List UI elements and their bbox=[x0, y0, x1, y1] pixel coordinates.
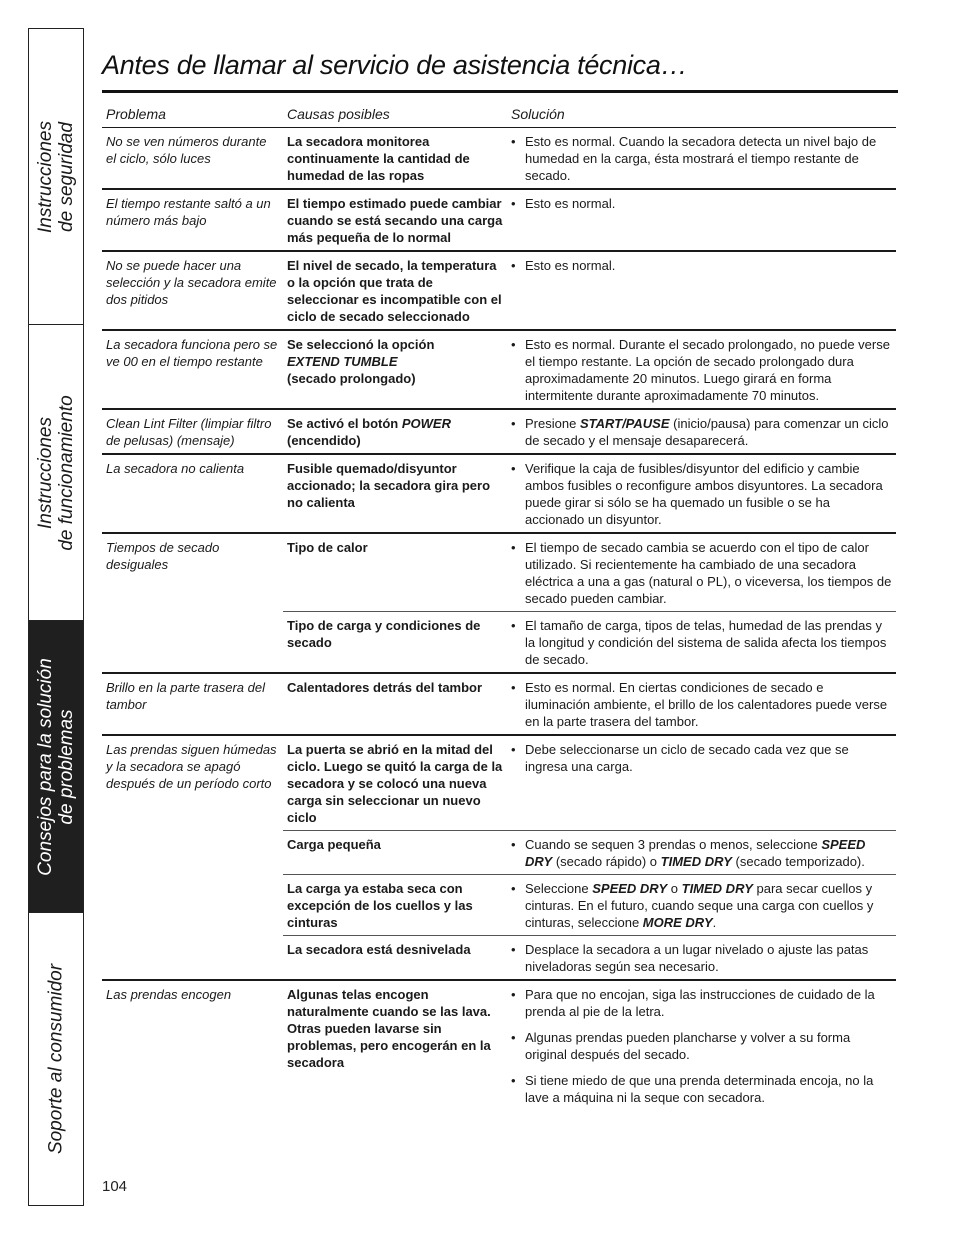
solution-cell: • Esto es normal. bbox=[507, 189, 896, 251]
page-title: Antes de llamar al servicio de asistencia técnica… bbox=[102, 50, 688, 80]
table-row bbox=[102, 409, 896, 454]
problem-cell: Clean Lint Filter (limpiar filtro de pelusas) (mensaje) bbox=[102, 409, 283, 454]
solution-cell: • Debe seleccionarse un ciclo de secado cada vez que se ingresa una carga. bbox=[507, 735, 896, 831]
solution-cell: • Seleccione SPEED DRY o TIMED DRY para secar cuellos y cinturas. En el futuro, cuando seque una carga con cuellos y cinturas, seleccione MORE DRY. bbox=[507, 875, 896, 936]
table-row bbox=[102, 251, 896, 330]
header-problem: Problema bbox=[102, 104, 283, 128]
problem-cell: No se ven números durante el ciclo, sólo luces bbox=[106, 134, 267, 166]
solution-cell: • Presione START/PAUSE (inicio/pausa) para comenzar un ciclo de secado y el mensaje desaparecerá. bbox=[507, 409, 896, 454]
tab-operating-instructions[interactable]: Instrucciones de funcionamiento bbox=[29, 325, 83, 621]
cause-cell: Tipo de carga y condiciones de secado bbox=[283, 612, 507, 674]
table-row bbox=[102, 980, 896, 1110]
problem-cell: La secadora no calienta bbox=[102, 454, 283, 533]
problem-cell: La secadora funciona pero se ve 00 en el tiempo restante bbox=[102, 330, 283, 409]
troubleshooting-table bbox=[102, 104, 896, 1110]
tab-troubleshooting-tips[interactable]: Consejos para la solución de problemas bbox=[29, 621, 83, 913]
cause-cell: Fusible quemado/disyuntor accionado; la secadora gira pero no calienta bbox=[283, 454, 507, 533]
cause-cell: Calentadores detrás del tambor bbox=[283, 673, 507, 735]
table-header bbox=[102, 104, 896, 128]
problem-cell: Brillo en la parte trasera del tambor bbox=[102, 673, 283, 735]
solution-cell: • Esto es normal. En ciertas condiciones de secado e iluminación ambiente, el brillo de los calentadores puede verse en la parte trasera del tambor. bbox=[507, 673, 896, 735]
problem-cell: Tiempos de secado desiguales bbox=[102, 533, 283, 673]
problem-cell: El tiempo restante saltó a un número más bajo bbox=[102, 189, 283, 251]
table-row bbox=[102, 735, 896, 831]
header-solution: Solución bbox=[507, 104, 896, 128]
table-row bbox=[102, 533, 896, 612]
page-number: 104 bbox=[102, 1178, 128, 1195]
cause-cell: La carga ya estaba seca con excepción de los cuellos y las cinturas bbox=[283, 875, 507, 936]
solution-cell: • Verifique la caja de fusibles/disyuntor del edificio y cambie ambos fusibles o reconfigure ambos disyuntores. La secadora puede girar si sólo se ha quemado un fusible o se ha accionado un disyuntor. bbox=[507, 454, 896, 533]
solution-cell: • El tamaño de carga, tipos de telas, humedad de las prendas y la longitud y condición del sistema de salida afecta los tiempos de secado. bbox=[507, 612, 896, 674]
table-row bbox=[102, 128, 896, 190]
problem-cell: Las prendas siguen húmedas y la secadora se apagó después de un período corto bbox=[102, 735, 283, 980]
tab-safety-instructions[interactable]: Instrucciones de seguridad bbox=[29, 29, 83, 325]
solution-cell: • Esto es normal. Durante el secado prolongado, no puede verse el tiempo restante. La opción de secado prolongado dura aproximadamente 20 minutos. Luego girará en forma intermitente durante aproximadamente 70 minutos. bbox=[507, 330, 896, 409]
cause-cell: Algunas telas encogen naturalmente cuando se las lava. Otras pueden lavarse sin problemas, pero encogerán en la secadora bbox=[283, 980, 507, 1110]
solution-cell: • Desplace la secadora a un lugar nivelado o ajuste las patas niveladoras según sea necesario. bbox=[507, 936, 896, 981]
cause-cell: Se seleccionó la opción EXTEND TUMBLE (secado prolongado) bbox=[283, 330, 507, 409]
cause-cell: El tiempo estimado puede cambiar cuando se está secando una carga más pequeña de lo normal bbox=[283, 189, 507, 251]
solution-cell: • El tiempo de secado cambia se acuerdo con el tipo de calor utilizado. Si recientemente ha cambiado de una secadora eléctrica a una a gas (natural o PL), o viceversa, los tiempos de secado pueden cambiar. bbox=[507, 533, 896, 612]
solution-cell: • Cuando se sequen 3 prendas o menos, seleccione SPEED DRY (secado rápido) o TIMED DRY (secado temporizado). bbox=[507, 831, 896, 875]
cause-cell: La secadora monitorea continuamente la cantidad de humedad de las ropas bbox=[287, 134, 470, 183]
title-rule bbox=[102, 90, 898, 93]
side-tabs bbox=[28, 28, 84, 1206]
solution-cell: • Para que no encojan, siga las instrucciones de cuidado de la prenda al pie de la letra. • Algunas prendas pueden plancharse y volver a su forma original después del secado. • Si tiene miedo de que una prenda determinada encoja, no la lave a máquina ni la seque con secadora. bbox=[507, 980, 896, 1110]
cause-cell: El nivel de secado, la temperatura o la opción que trata de seleccionar es incompatible con el ciclo de secado seleccionado bbox=[283, 251, 507, 330]
cause-cell: Se activó el botón POWER (encendido) bbox=[283, 409, 507, 454]
table-row bbox=[102, 330, 896, 409]
table-row bbox=[102, 189, 896, 251]
table-row bbox=[102, 454, 896, 533]
solution-cell: • Esto es normal. Cuando la secadora detecta un nivel bajo de humedad en la carga, ésta mostrará el tiempo restante de secado. bbox=[511, 134, 877, 183]
table-row bbox=[102, 673, 896, 735]
problem-cell: No se puede hacer una selección y la secadora emite dos pitidos bbox=[102, 251, 283, 330]
cause-cell: Tipo de calor bbox=[283, 533, 507, 612]
header-cause: Causas posibles bbox=[283, 104, 507, 128]
cause-cell: La puerta se abrió en la mitad del ciclo. Luego se quitó la carga de la secadora y se colocó una nueva carga sin seleccionar un nuevo ciclo bbox=[283, 735, 507, 831]
problem-cell: Las prendas encogen bbox=[102, 980, 283, 1110]
tab-consumer-support[interactable]: Soporte al consumidor bbox=[45, 963, 67, 1155]
cause-cell: Carga pequeña bbox=[283, 831, 507, 875]
bullet: • bbox=[511, 134, 516, 149]
solution-cell: • Esto es normal. bbox=[507, 251, 896, 330]
cause-cell: La secadora está desnivelada bbox=[283, 936, 507, 981]
